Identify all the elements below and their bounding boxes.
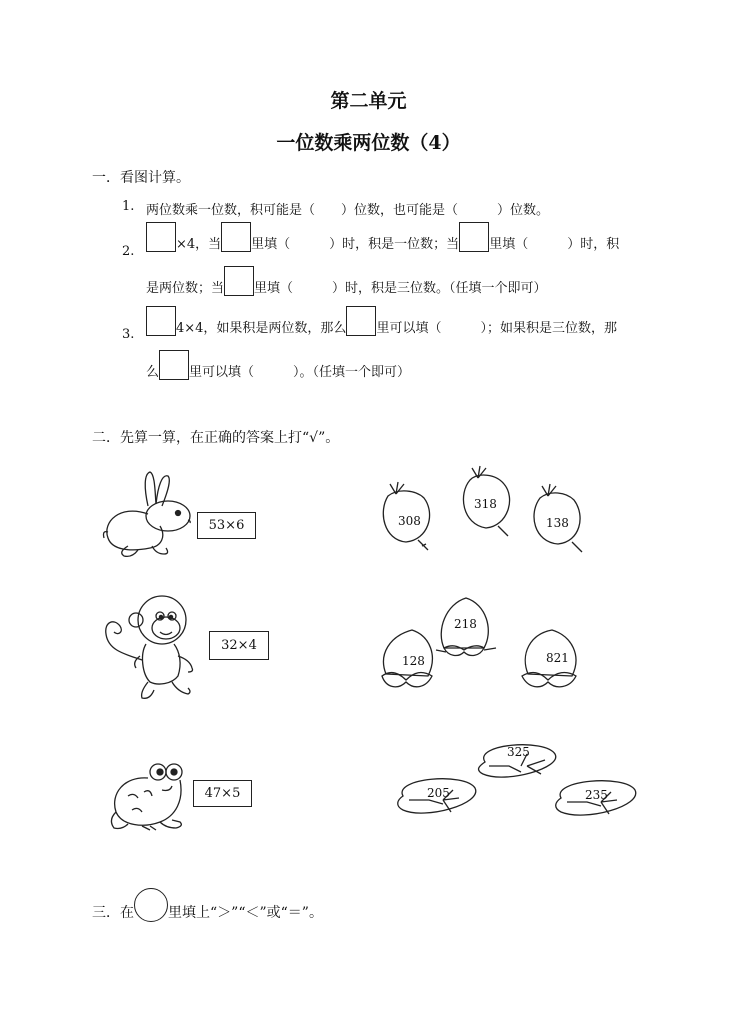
expression-box: 32×4 bbox=[209, 631, 269, 660]
section2-heading: 二．先算一算，在正确的答案上打“√”。 bbox=[92, 430, 340, 446]
section3-heading: 三．在 里填上“＞”“＜”或“＝”。 bbox=[92, 888, 323, 922]
fill-box[interactable] bbox=[159, 350, 189, 380]
answer-option[interactable]: 205 bbox=[427, 786, 450, 800]
answer-option[interactable]: 308 bbox=[398, 514, 421, 528]
frog-icon bbox=[104, 760, 192, 834]
section1-heading: 一．看图计算。 bbox=[92, 170, 190, 186]
answer-option[interactable]: 138 bbox=[546, 516, 569, 530]
fill-box[interactable] bbox=[224, 266, 254, 296]
monkey-icon bbox=[100, 590, 208, 705]
q2-number: 2. bbox=[122, 244, 135, 259]
fill-box[interactable] bbox=[146, 306, 176, 336]
answer-option[interactable]: 128 bbox=[402, 654, 425, 668]
answer-option[interactable]: 235 bbox=[585, 788, 608, 802]
answer-option[interactable]: 325 bbox=[507, 745, 530, 759]
compare-circle[interactable] bbox=[134, 888, 168, 922]
q1-number: 1. bbox=[122, 199, 135, 214]
expression-box: 47×5 bbox=[193, 780, 252, 807]
answer-option[interactable]: 821 bbox=[546, 651, 569, 665]
radish-answers bbox=[378, 462, 618, 562]
unit-title: 第二单元 bbox=[330, 90, 407, 112]
expression-box: 53×6 bbox=[197, 512, 256, 539]
fill-box[interactable] bbox=[221, 222, 251, 252]
answer-option[interactable]: 218 bbox=[454, 617, 477, 631]
q3-line2: 么 里可以填（ ）。（任填一个即可） bbox=[146, 350, 410, 380]
peach-answers bbox=[376, 590, 626, 698]
fill-box[interactable] bbox=[346, 306, 376, 336]
lesson-title: 一位数乘两位数（4） bbox=[276, 132, 461, 154]
fill-box[interactable] bbox=[146, 222, 176, 252]
q2-line1: ×4，当 里填（ ）时，积是一位数；当 里填（ ）时，积 bbox=[146, 222, 619, 258]
q1-text: 两位数乘一位数，积可能是（ ）位数，也可能是（ ）位数。 bbox=[146, 203, 550, 218]
q2-line2: 是两位数；当 里填（ ）时，积是三位数。（任填一个即可） bbox=[146, 266, 547, 296]
q3-number: 3. bbox=[122, 327, 135, 342]
fill-box[interactable] bbox=[459, 222, 489, 252]
rabbit-icon bbox=[100, 468, 195, 560]
q3-line1: 4×4，如果积是两位数，那么 里可以填（ ）；如果积是三位数，那 bbox=[146, 306, 617, 336]
answer-option[interactable]: 318 bbox=[474, 497, 497, 511]
lily-pad-answers bbox=[395, 738, 640, 830]
